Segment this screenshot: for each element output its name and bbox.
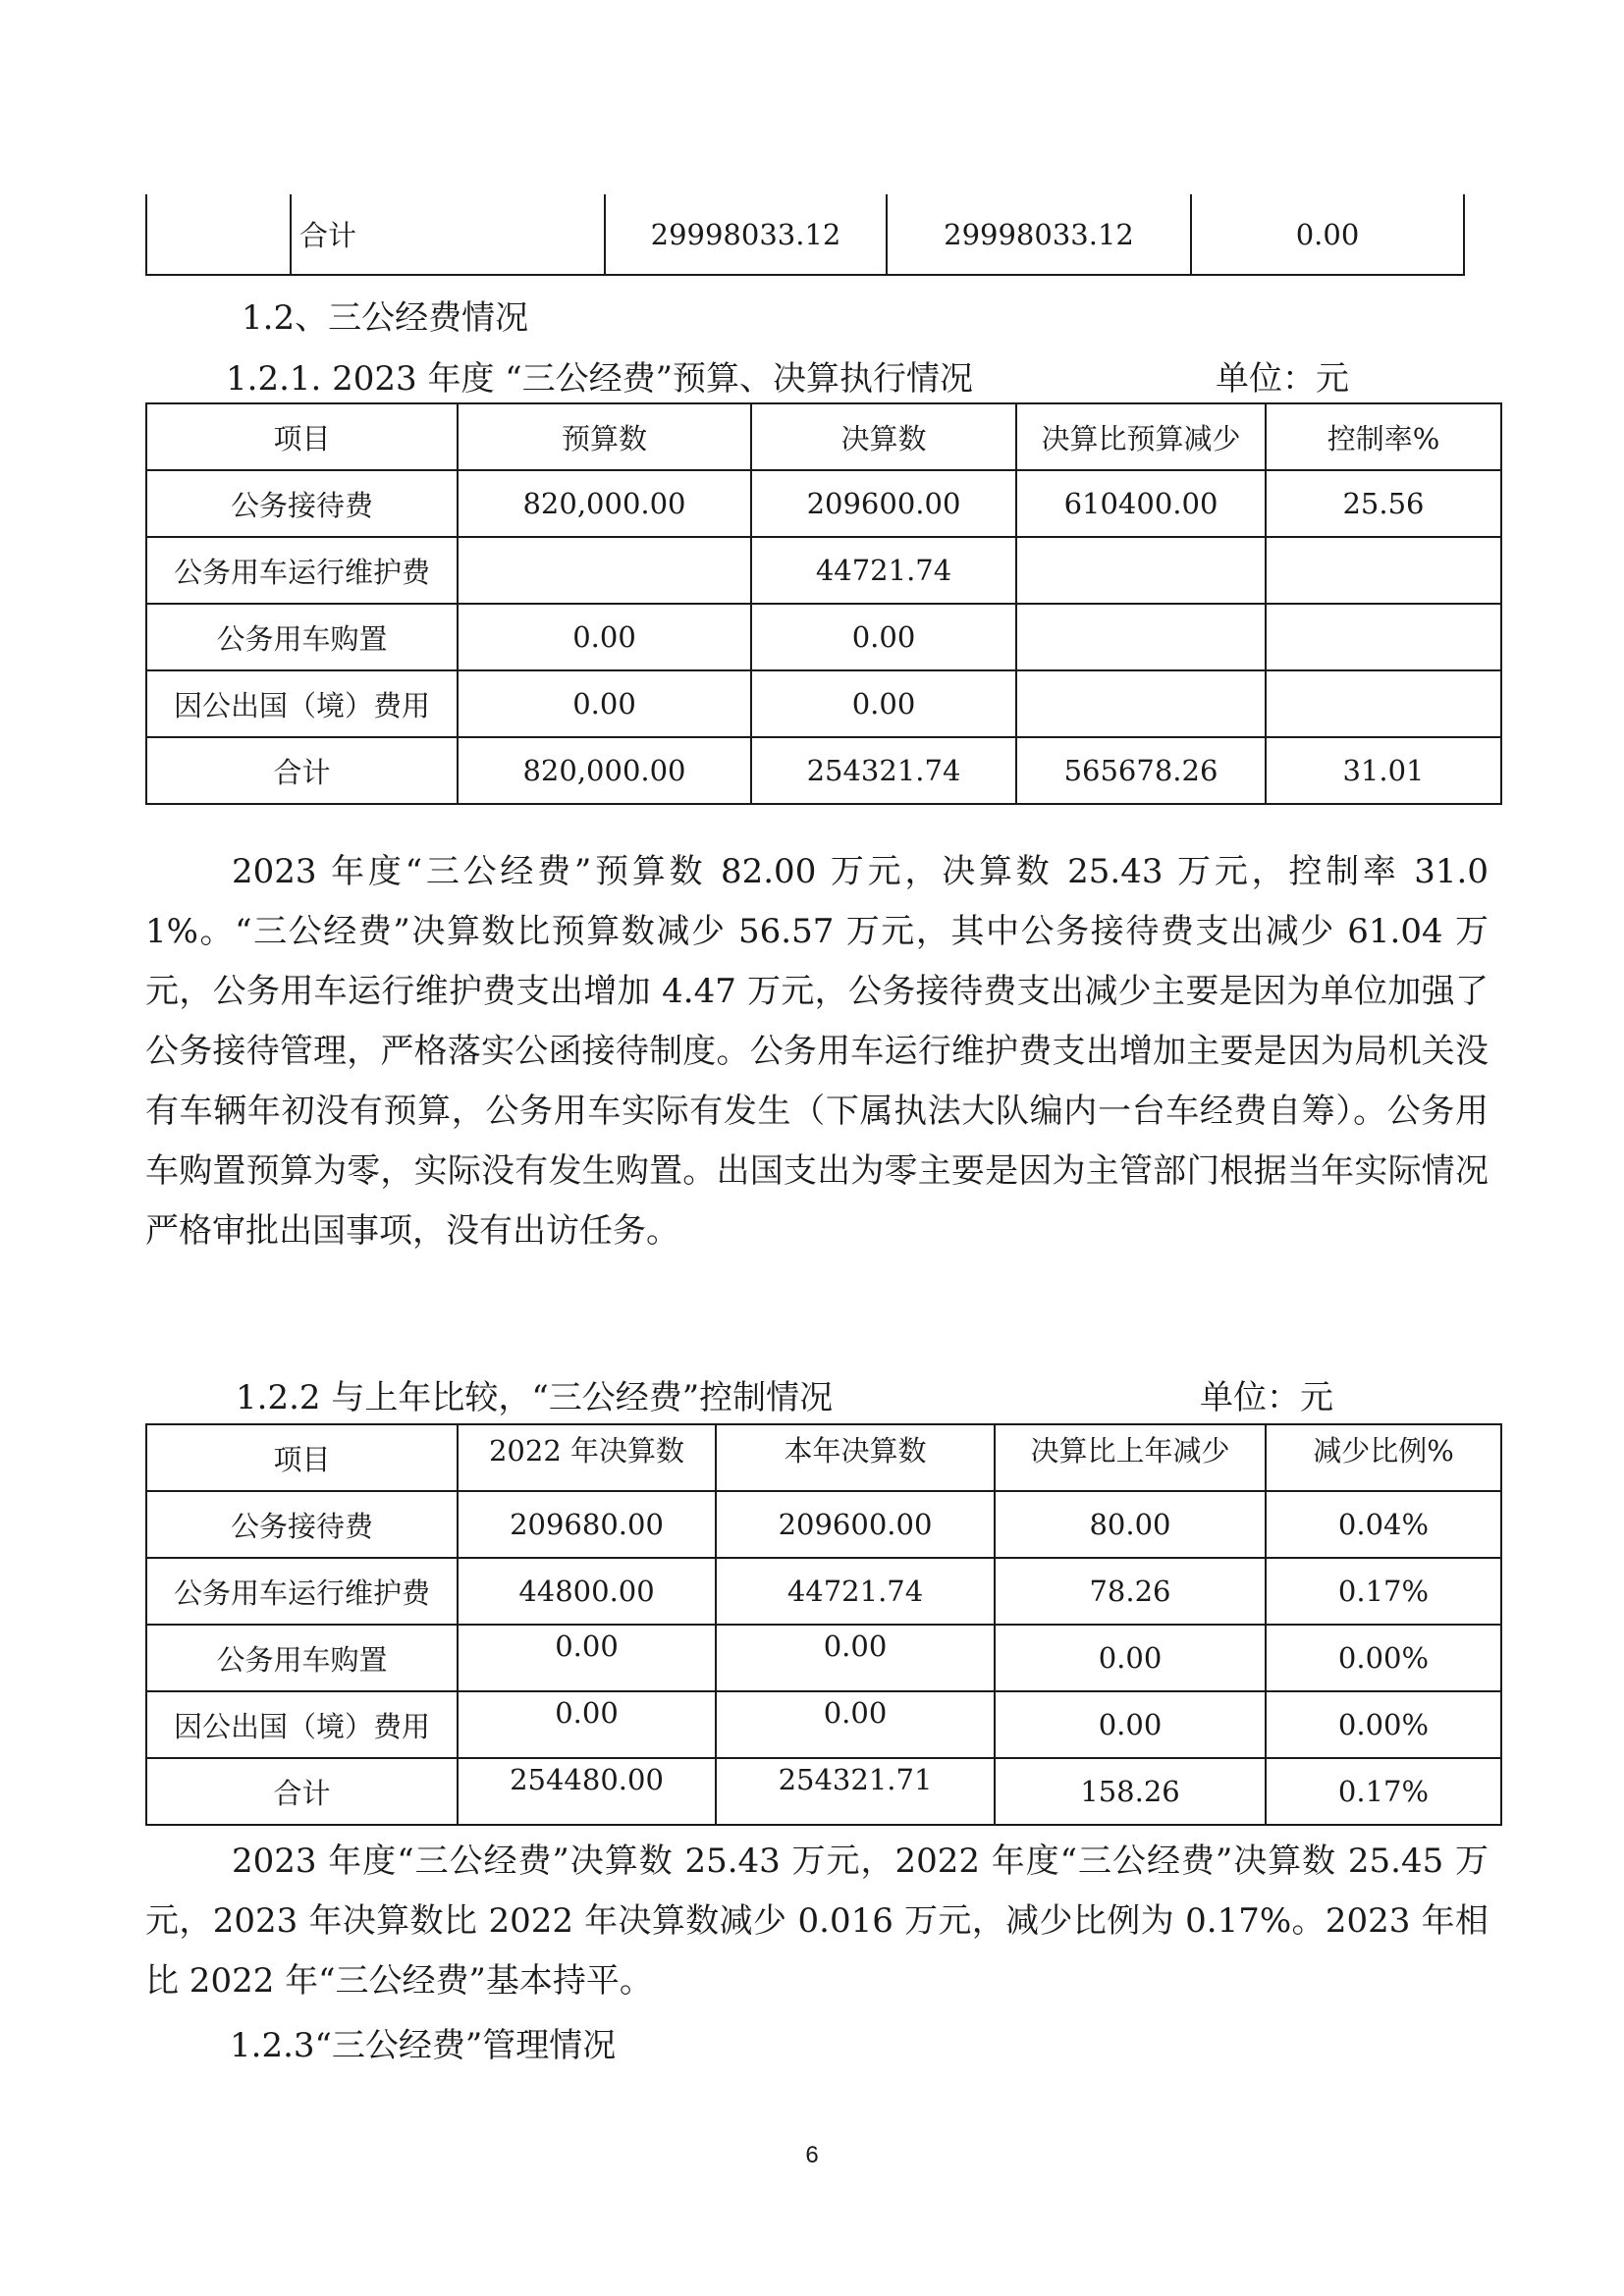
table-cell: 合计 bbox=[146, 1758, 458, 1825]
table-cell: 44721.74 bbox=[751, 537, 1016, 604]
table-cell: 0.00 bbox=[458, 604, 751, 670]
table-cell: 78.26 bbox=[995, 1558, 1266, 1625]
paragraph-budget-analysis: 2023 年度“三公经费”预算数 82.00 万元，决算数 25.43 万元，控制率 31.01%。“三公经费”决算数比预算数减少 56.57 万元，其中公务接待费支出减少 61.04 万元，公务用车运行维护费支出增加 4.47 万元，公务接待费支出减少主要是因为单位加强了公务接待管理，严格落实公函接待制度。公务用车运行维护费支出增加主要是因为局机关没有车辆年初没有预算，公务用车实际有发生（下属执法大队编内一台车经费自筹）。公务用车购置预算为零，实际没有发生购置。出国支出为零主要是因为主管部门根据当年实际情况严格审批出国事项，没有出访任务。 bbox=[145, 852, 1489, 1251]
table-cell: 565678.26 bbox=[1016, 737, 1266, 804]
table-cell: 29998033.12 bbox=[605, 194, 887, 275]
table-cell: 610400.00 bbox=[1016, 470, 1266, 537]
table-cell: 44800.00 bbox=[458, 1558, 716, 1625]
table-row bbox=[146, 737, 1501, 804]
table-cell: 820,000.00 bbox=[458, 737, 751, 804]
table-cell: 0.00 bbox=[995, 1691, 1266, 1758]
table-cell bbox=[1016, 670, 1266, 737]
column-header: 减少比例% bbox=[1266, 1424, 1501, 1491]
table-cell: 0.00% bbox=[1266, 1691, 1501, 1758]
table-row bbox=[146, 604, 1501, 670]
table-cell: 公务接待费 bbox=[146, 1491, 458, 1558]
column-header: 决算比预算减少 bbox=[1016, 403, 1266, 470]
table-cell bbox=[1016, 604, 1266, 670]
table-cell: 44721.74 bbox=[716, 1558, 995, 1625]
table-cell bbox=[1016, 537, 1266, 604]
table-cell: 因公出国（境）费用 bbox=[146, 670, 458, 737]
column-header: 控制率% bbox=[1266, 403, 1501, 470]
table-cell: 0.00 bbox=[458, 1691, 716, 1758]
table2-title: 1.2.2 与上年比较，“三公经费”控制情况 bbox=[236, 1378, 834, 1417]
table-cell: 254321.71 bbox=[716, 1758, 995, 1825]
table-cell bbox=[1266, 670, 1501, 737]
table-cell: 209600.00 bbox=[716, 1491, 995, 1558]
table-cell bbox=[458, 537, 751, 604]
table-row bbox=[146, 1758, 1501, 1825]
table-cell: 公务接待费 bbox=[146, 470, 458, 537]
table-row bbox=[146, 1691, 1501, 1758]
table-row bbox=[146, 537, 1501, 604]
table-cell: 209600.00 bbox=[751, 470, 1016, 537]
table1-title: 1.2.1. 2023 年度 “三公经费”预算、决算执行情况 bbox=[226, 359, 974, 399]
column-header: 决算比上年减少 bbox=[995, 1424, 1266, 1491]
table-cell bbox=[146, 194, 291, 275]
paragraph-year-comparison: 2023 年度“三公经费”决算数 25.43 万元，2022 年度“三公经费”决算数 25.45 万元，2023 年决算数比 2022 年决算数减少 0.016 万元，减少比例为 0.17%。2023 年相比 2022 年“三公经费”基本持平。 bbox=[145, 1842, 1489, 2001]
table-cell: 0.00 bbox=[458, 1625, 716, 1691]
table-cell: 0.00 bbox=[716, 1691, 995, 1758]
table-cell bbox=[1266, 604, 1501, 670]
table-header-row bbox=[146, 403, 1501, 470]
column-header: 项目 bbox=[146, 1424, 458, 1491]
table-cell: 0.17% bbox=[1266, 1558, 1501, 1625]
column-header: 决算数 bbox=[751, 403, 1016, 470]
table-cell: 0.00 bbox=[751, 604, 1016, 670]
table-cell: 254480.00 bbox=[458, 1758, 716, 1825]
table-cell bbox=[1266, 537, 1501, 604]
table-cell: 209680.00 bbox=[458, 1491, 716, 1558]
column-header: 预算数 bbox=[458, 403, 751, 470]
table-cell: 公务用车购置 bbox=[146, 604, 458, 670]
column-header: 本年决算数 bbox=[716, 1424, 995, 1491]
year-comparison-table bbox=[145, 1423, 1502, 1826]
carry-over-table bbox=[145, 194, 1465, 276]
budget-execution-table bbox=[145, 402, 1502, 805]
table-cell: 0.04% bbox=[1266, 1491, 1501, 1558]
table-row bbox=[146, 670, 1501, 737]
table1-unit: 单位：元 bbox=[1216, 359, 1349, 399]
column-header: 2022 年决算数 bbox=[458, 1424, 716, 1491]
table-cell: 0.00 bbox=[458, 670, 751, 737]
table-cell: 0.00% bbox=[1266, 1625, 1501, 1691]
table-cell: 29998033.12 bbox=[887, 194, 1191, 275]
table-header-row bbox=[146, 1424, 1501, 1491]
table2-unit: 单位：元 bbox=[1200, 1378, 1333, 1417]
table-row bbox=[146, 1558, 1501, 1625]
table-row bbox=[146, 1625, 1501, 1691]
table-cell: 公务用车购置 bbox=[146, 1625, 458, 1691]
table-cell: 0.17% bbox=[1266, 1758, 1501, 1825]
subheading-management: 1.2.3“三公经费”管理情况 bbox=[230, 2026, 617, 2065]
table-cell: 0.00 bbox=[1191, 194, 1464, 275]
table-cell: 0.00 bbox=[716, 1625, 995, 1691]
table-cell: 31.01 bbox=[1266, 737, 1501, 804]
table-row bbox=[146, 194, 1464, 275]
table-cell: 公务用车运行维护费 bbox=[146, 537, 458, 604]
section-heading: 1.2、三公经费情况 bbox=[242, 298, 529, 338]
table-row bbox=[146, 470, 1501, 537]
page-number: 6 bbox=[805, 2142, 819, 2168]
table-cell: 820,000.00 bbox=[458, 470, 751, 537]
column-header: 项目 bbox=[146, 403, 458, 470]
table-cell: 0.00 bbox=[995, 1625, 1266, 1691]
table-cell: 80.00 bbox=[995, 1491, 1266, 1558]
table-row bbox=[146, 1491, 1501, 1558]
table-cell: 25.56 bbox=[1266, 470, 1501, 537]
table-cell: 公务用车运行维护费 bbox=[146, 1558, 458, 1625]
table-cell: 0.00 bbox=[751, 670, 1016, 737]
table-cell: 合计 bbox=[291, 194, 605, 275]
table-cell: 158.26 bbox=[995, 1758, 1266, 1825]
table-cell: 因公出国（境）费用 bbox=[146, 1691, 458, 1758]
table-cell: 合计 bbox=[146, 737, 458, 804]
table-cell: 254321.74 bbox=[751, 737, 1016, 804]
